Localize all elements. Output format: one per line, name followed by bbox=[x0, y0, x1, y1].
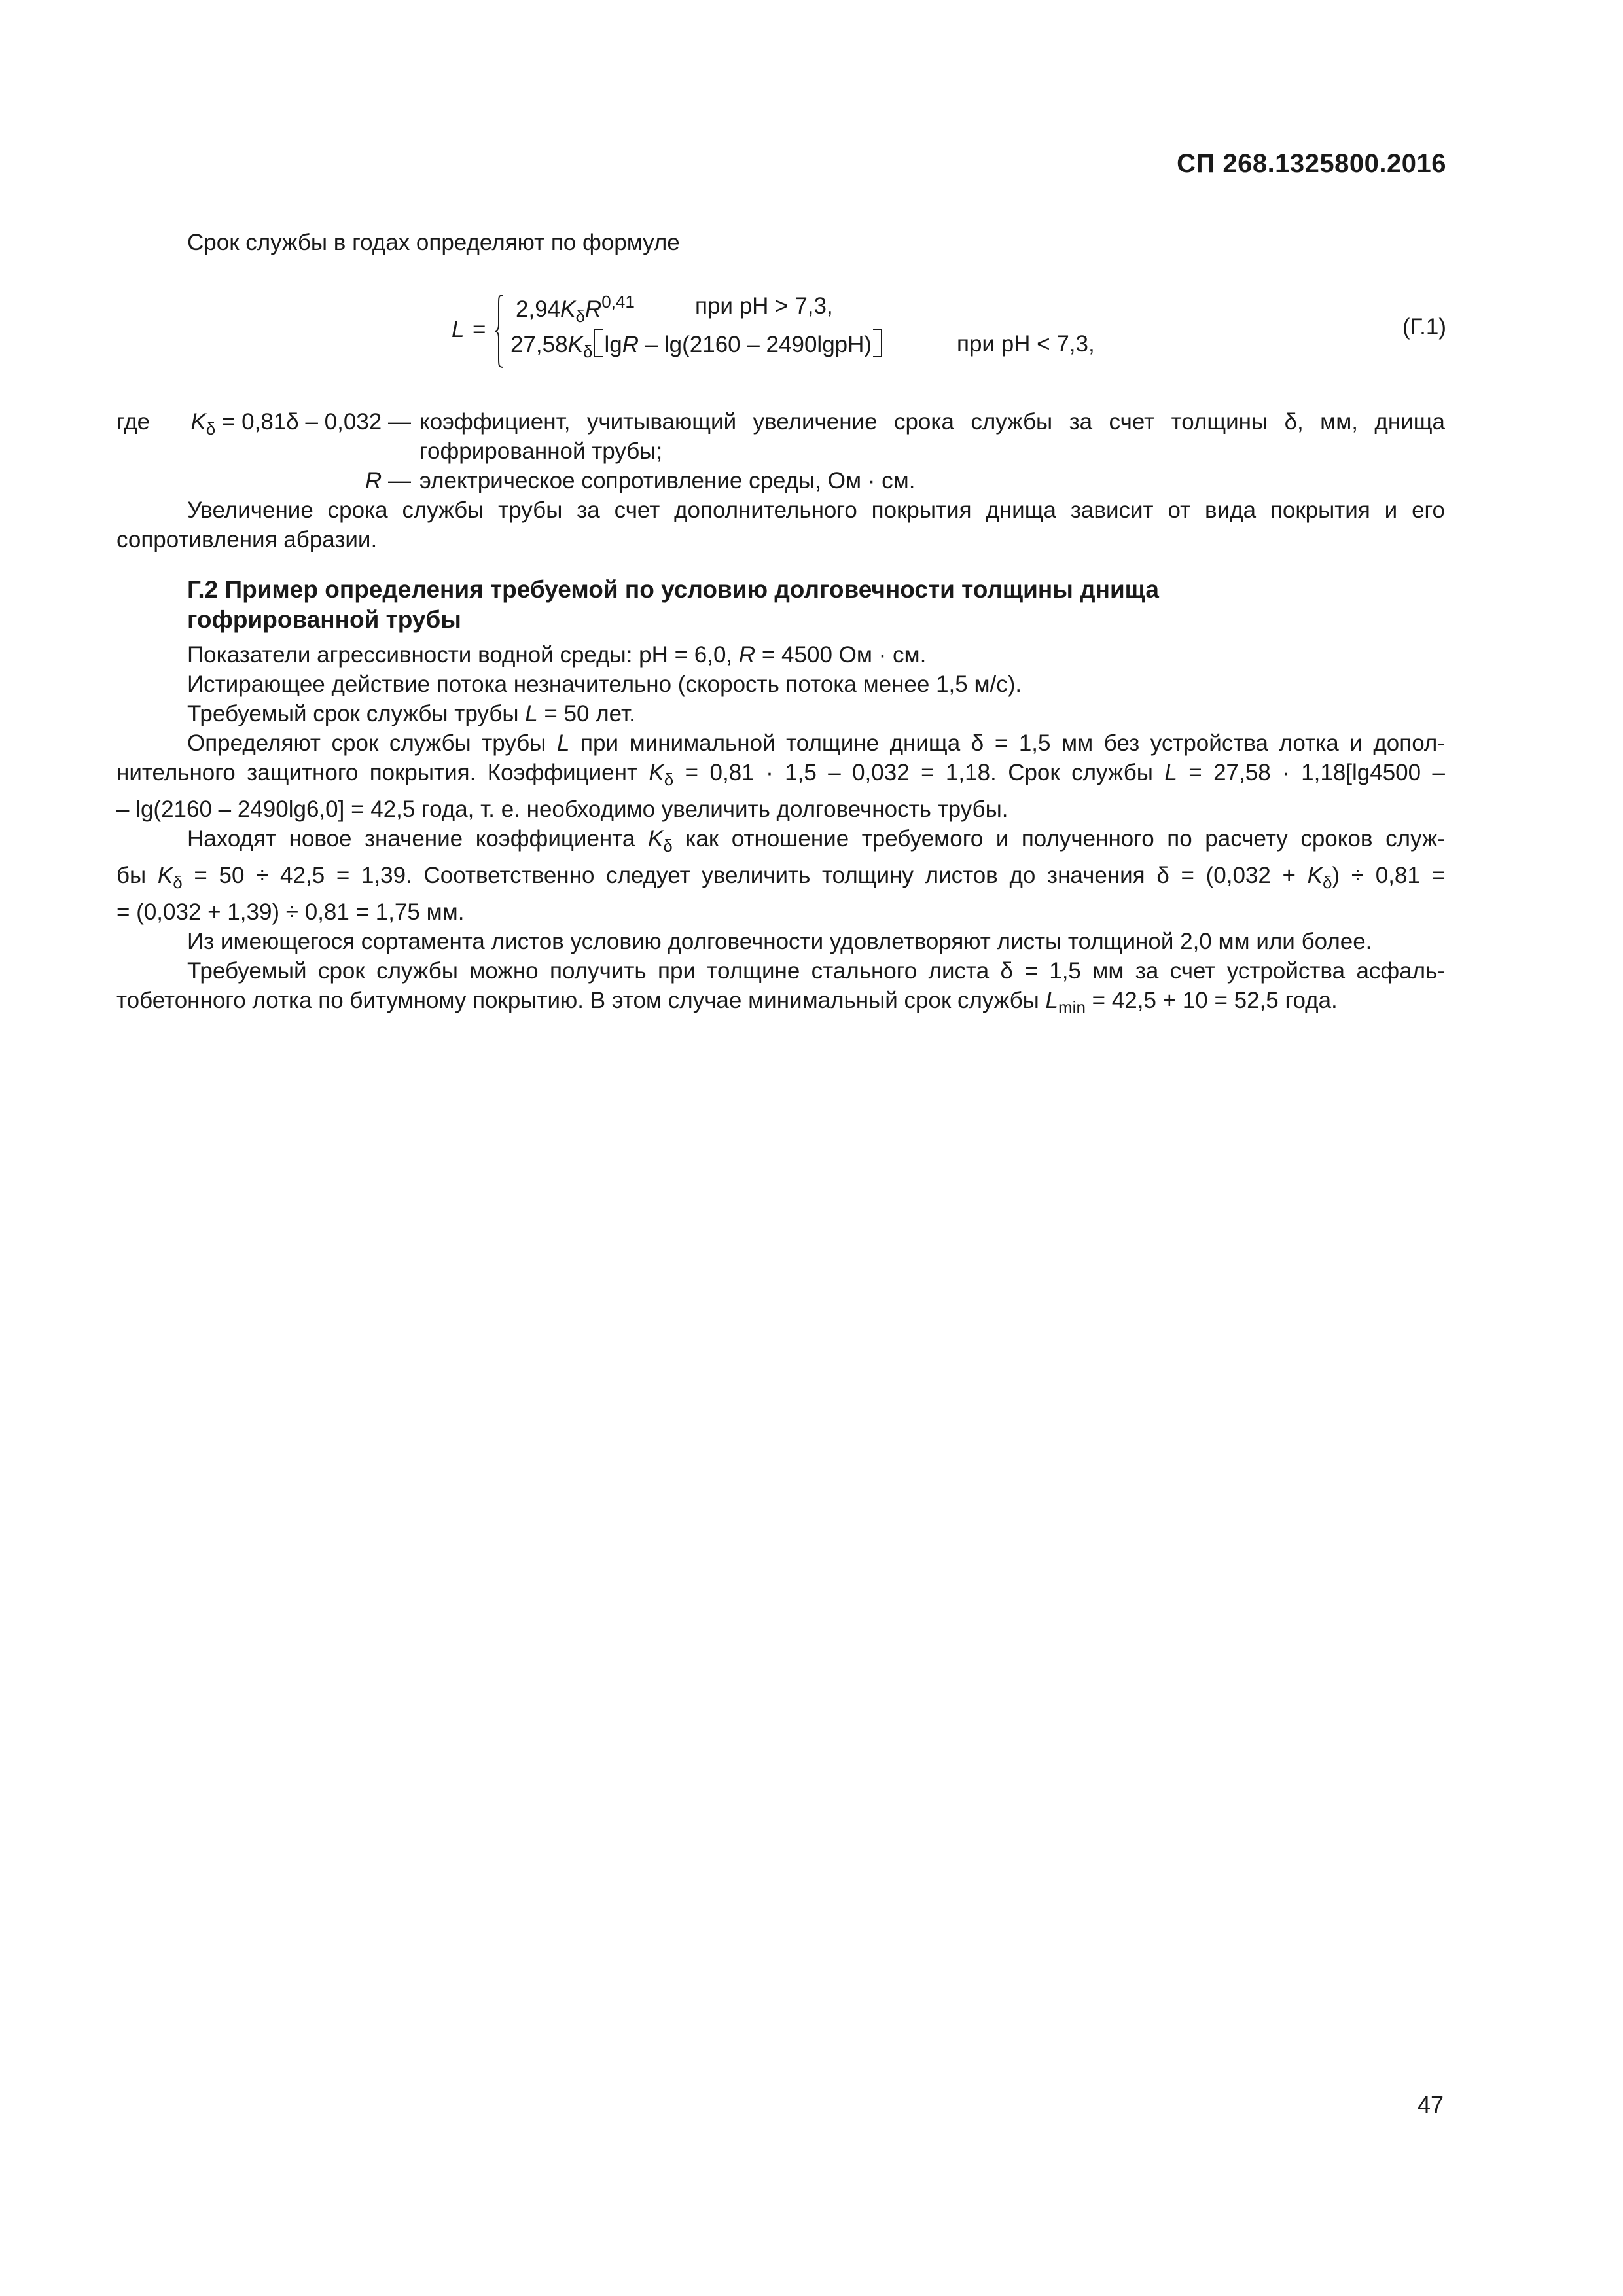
example-p6: Из имеющегося сортамента листов условию долговечности удовлетворяют листы толщиной 2,0 мм или более. bbox=[187, 929, 1372, 954]
example-p4-l2-a: нительного защитного покрытия. Коэффициент bbox=[116, 760, 649, 785]
example-p5-line-3: = (0,032 + 1,39) ÷ 0,81 = 1,75 мм. bbox=[116, 899, 465, 925]
formula-brace-icon bbox=[495, 295, 504, 368]
definition-r-text: электрическое сопротивление среды, Ом · см. bbox=[419, 468, 916, 493]
example-p5-l2-sub: δ bbox=[173, 872, 183, 892]
example-section bbox=[116, 640, 1445, 1022]
example-p4-l2-b: = 0,81 · 1,5 – 0,032 = 1,18. Срок службы bbox=[673, 760, 1165, 785]
example-p5-line-2 bbox=[116, 861, 1445, 897]
example-p4-l1-a: Определяют срок службы трубы bbox=[187, 730, 557, 756]
coating-line-2: сопротивления абразии. bbox=[116, 527, 378, 552]
document-code: СП 268.1325800.2016 bbox=[1177, 149, 1446, 178]
example-p5-l2-k2: K bbox=[1307, 863, 1323, 888]
formula-row2 bbox=[510, 329, 883, 362]
formula-bracket-right bbox=[873, 329, 882, 357]
definition-k-letter: K bbox=[190, 409, 206, 435]
example-p1-b: = 4500 Ом · см. bbox=[755, 642, 927, 668]
example-p4-l2-k: K bbox=[649, 760, 664, 785]
example-p4-line-2 bbox=[116, 758, 1445, 795]
example-p1 bbox=[116, 640, 1445, 670]
example-p7-l2-sub: min bbox=[1058, 997, 1086, 1017]
definition-r bbox=[116, 466, 1445, 495]
coating-paragraph bbox=[116, 495, 1445, 525]
example-p5-line-1 bbox=[116, 824, 1445, 861]
formula-row1-condition: при pH > 7,3, bbox=[695, 293, 833, 319]
section-heading-line-1: Г.2 Пример определения требуемой по условию долговечности толщины днища bbox=[187, 576, 1159, 603]
intro-paragraph bbox=[116, 228, 1445, 257]
example-p5-l2-sub2: δ bbox=[1323, 872, 1332, 892]
example-p7-l2-l: L bbox=[1045, 988, 1059, 1013]
example-p3-b: = 50 лет. bbox=[537, 701, 635, 726]
example-p3 bbox=[116, 699, 1445, 728]
formula-row2-k: K bbox=[567, 332, 583, 357]
example-p7-line-2 bbox=[116, 986, 1445, 1022]
coating-line-1: Увеличение срока службы трубы за счет дополнительного покрытия днища зависит от вида покрытия и его bbox=[187, 497, 1445, 523]
example-p5-l1-b: как отношение требуемого и полученного по расчету сроков служ- bbox=[672, 826, 1445, 852]
formula-row1-exp: 0,41 bbox=[601, 292, 635, 312]
definition-k-symbol bbox=[116, 407, 411, 444]
example-p3-a: Требуемый срок службы трубы bbox=[187, 701, 526, 726]
example-p4-l2-l: L bbox=[1164, 760, 1177, 785]
definition-k-sub: δ bbox=[205, 419, 216, 439]
formula-g1 bbox=[452, 288, 1446, 373]
section-heading-line-2: гофрированной трубы bbox=[187, 606, 461, 633]
example-p7 bbox=[116, 956, 1445, 1022]
example-p5-l2-k: K bbox=[157, 863, 173, 888]
formula-row1-delta: δ bbox=[575, 306, 585, 326]
example-p5-l1-a: Находят новое значение коэффициента bbox=[187, 826, 648, 852]
definition-r-dash: — bbox=[382, 468, 411, 493]
formula-row2-r: R bbox=[622, 332, 639, 357]
intro-text: Срок службы в годах определяют по формуле bbox=[187, 230, 680, 255]
definition-k-eq: = 0,81δ – 0,032 — bbox=[215, 409, 411, 435]
example-p1-r: R bbox=[738, 642, 756, 668]
example-p5-l2-a: бы bbox=[116, 863, 158, 888]
definition-r-letter: R bbox=[365, 468, 382, 493]
formula-row2-coef: 27,58 bbox=[510, 332, 568, 357]
example-p4-l2-c: = 27,58 · 1,18[lg4500 – bbox=[1177, 760, 1445, 785]
formula-row2-lg: lg bbox=[604, 332, 622, 357]
example-p4 bbox=[116, 728, 1445, 824]
definition-r-symbol bbox=[116, 466, 411, 495]
example-p1-a: Показатели агрессивности водной среды: pH = 6,0, bbox=[187, 642, 739, 668]
example-p7-l2-a: тобетонного лотка по битумному покрытию. В этом случае минимальный срок службы bbox=[116, 988, 1046, 1013]
example-p7-line-1: Требуемый срок службы можно получить при толщине стального листа δ = 1,5 мм за счет устройства асфаль- bbox=[187, 958, 1445, 984]
formula-row1-k: K bbox=[560, 296, 576, 322]
example-p5-l2-c: ) ÷ 0,81 = bbox=[1332, 863, 1445, 888]
section-heading bbox=[187, 575, 1300, 635]
formula-row2-rest: – lg(2160 – 2490lgpH) bbox=[638, 332, 872, 357]
example-p4-line-3: – lg(2160 – 2490lg6,0] = 42,5 года, т. е. необходимо увеличить долговечность трубы. bbox=[116, 797, 1008, 822]
example-p5 bbox=[116, 824, 1445, 927]
formula-row2-condition: при pH < 7,3, bbox=[957, 331, 1095, 357]
formula-lhs: L bbox=[452, 317, 465, 342]
example-p5-l1-sub: δ bbox=[663, 836, 673, 855]
example-p7-l2-b: = 42,5 + 10 = 52,5 года. bbox=[1085, 988, 1338, 1013]
definition-k-text: коэффициент, учитывающий увеличение срока службы за счет толщины δ, мм, днища гофрированной трубы; bbox=[419, 409, 1445, 464]
formula-equals: = bbox=[473, 317, 486, 342]
example-p4-line-1 bbox=[116, 728, 1445, 758]
formula-row1-r: R bbox=[584, 296, 602, 322]
page-number: 47 bbox=[1417, 2091, 1444, 2118]
formula-row1 bbox=[516, 292, 635, 327]
example-p4-l2-sub: δ bbox=[664, 770, 674, 789]
example-p5-l1-k: K bbox=[647, 826, 664, 852]
example-p5-l2-b: = 50 ÷ 42,5 = 1,39. Соответственно следует увеличить толщину листов до значения δ = (0,032 + bbox=[182, 863, 1308, 888]
example-p2: Истирающее действие потока незначительно (скорость потока менее 1,5 м/с). bbox=[187, 672, 1022, 697]
formula-row1-coef: 2,94 bbox=[516, 296, 561, 322]
formula-bracket-left bbox=[594, 329, 603, 357]
definition-where: где bbox=[116, 409, 151, 435]
example-p3-l: L bbox=[525, 701, 538, 726]
definition-k bbox=[116, 407, 1445, 466]
formula-number: (Г.1) bbox=[1402, 314, 1446, 340]
definitions bbox=[116, 407, 1445, 554]
formula-row2-delta: δ bbox=[582, 342, 593, 361]
example-p4-l1-b: при минимальной толщине днища δ = 1,5 мм без устройства лотка и допол- bbox=[569, 730, 1445, 756]
example-p4-l1-l: L bbox=[557, 730, 570, 756]
